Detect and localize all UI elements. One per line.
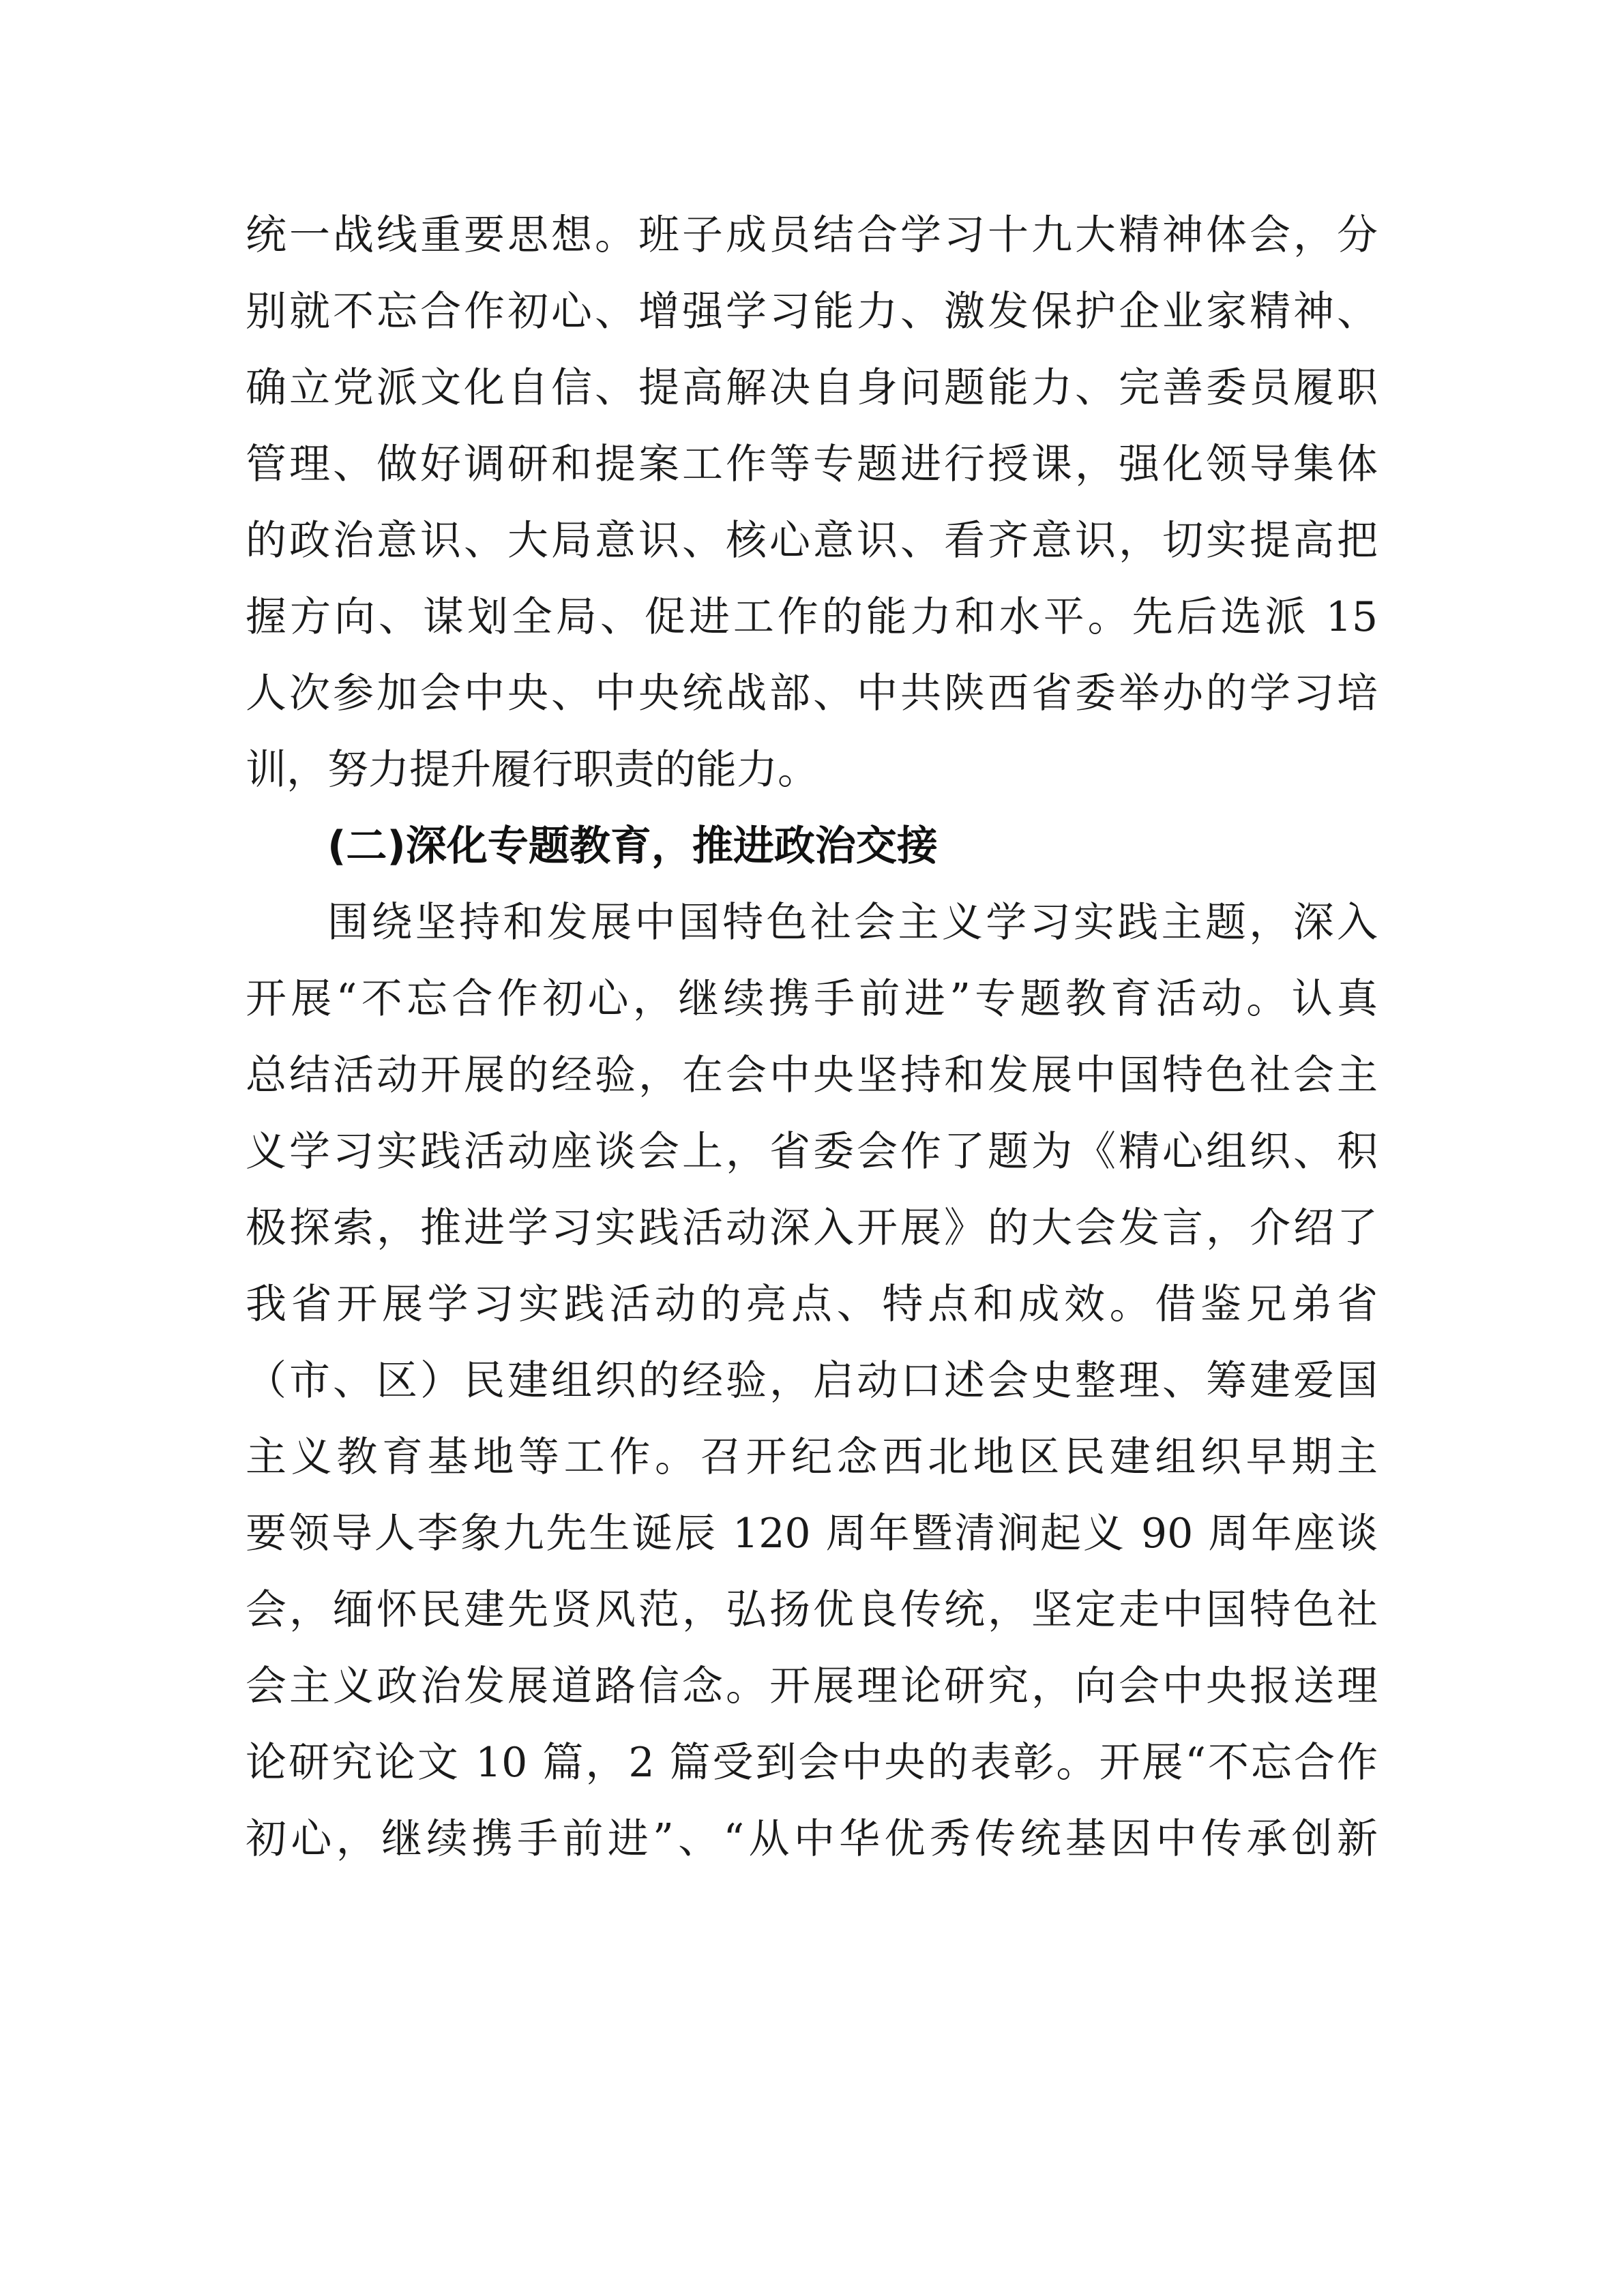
paragraph-line: 论研究论文 10 篇，2 篇受到会中央的表彰。开展“不忘合作 [246, 1739, 1378, 1787]
paragraph-line: 别就不忘合作初心、增强学习能力、激发保护企业家精神、 [246, 288, 1378, 336]
paragraph-line: 会，缅怀民建先贤风范，弘扬优良传统，坚定走中国特色社 [246, 1586, 1378, 1634]
paragraph-line: 要领导人李象九先生诞辰 120 周年暨清涧起义 90 周年座谈 [246, 1510, 1378, 1557]
paragraph-line: 人次参加会中央、中央统战部、中共陕西省委举办的学习培 [246, 670, 1378, 717]
paragraph-line: 管理、做好调研和提案工作等专题进行授课，强化领导集体 [246, 441, 1378, 488]
paragraph-line: 会主义政治发展道路信念。开展理论研究，向会中央报送理 [246, 1663, 1378, 1710]
paragraph-line: 初心，继续携手前进”、“从中华优秀传统基因中传承创新 [246, 1815, 1378, 1863]
paragraph-line: 我省开展学习实践活动的亮点、特点和成效。借鉴兄弟省 [246, 1281, 1378, 1328]
paragraph-line: 围绕坚持和发展中国特色社会主义学习实践主题，深入 [327, 899, 1378, 946]
paragraph-line: 确立党派文化自信、提高解决自身问题能力、完善委员履职 [246, 364, 1378, 412]
paragraph-line: 的政治意识、大局意识、核心意识、看齐意识，切实提高把 [246, 517, 1378, 565]
paragraph-line: 极探索，推进学习实践活动深入开展》的大会发言，介绍了 [246, 1204, 1378, 1252]
paragraph-line: （市、区）民建组织的经验，启动口述会史整理、筹建爱国 [246, 1357, 1378, 1405]
paragraph-line: 开展“不忘合作初心，继续携手前进”专题教育活动。认真 [246, 975, 1378, 1023]
paragraph-line: 统一战线重要思想。班子成员结合学习十九大精神体会，分 [246, 211, 1378, 259]
paragraph-line: 义学习实践活动座谈会上，省委会作了题为《精心组织、积 [246, 1128, 1378, 1176]
paragraph-line: 主义教育基地等工作。召开纪念西北地区民建组织早期主 [246, 1433, 1378, 1481]
section-heading: (二)深化专题教育，推进政治交接 [327, 822, 938, 870]
paragraph-line: 握方向、谋划全局、促进工作的能力和水平。先后选派 15 [246, 593, 1378, 641]
paragraph-line: 总结活动开展的经验，在会中央坚持和发展中国特色社会主 [246, 1052, 1378, 1099]
paragraph-line: 训，努力提升履行职责的能力。 [246, 746, 818, 794]
